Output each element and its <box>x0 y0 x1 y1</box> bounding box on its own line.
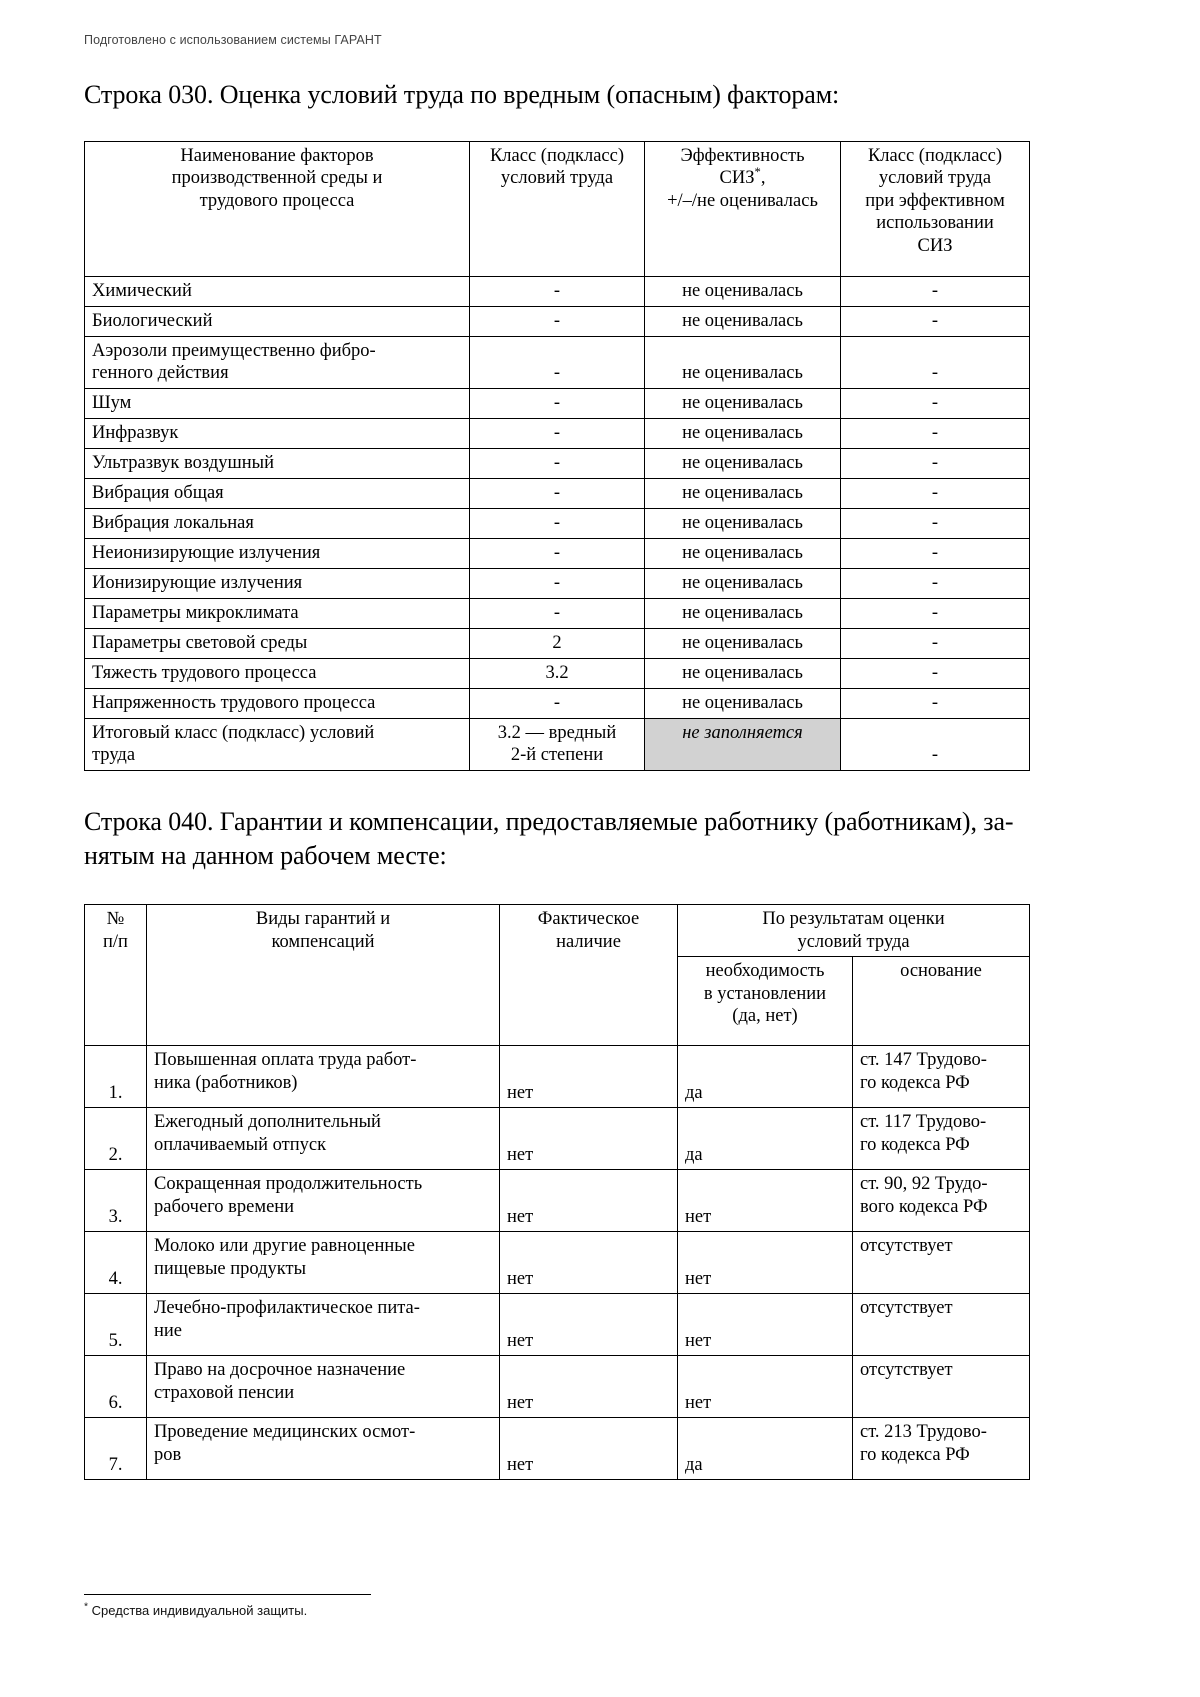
guarantees-compensations-table <box>84 904 1030 1480</box>
row-number: 6. <box>85 1356 147 1418</box>
factor-name: Ультразвук воздушный <box>85 448 470 478</box>
necessity: да <box>678 1108 853 1170</box>
total-factor-label-line1: Итоговый класс (подкласс) условий <box>92 722 375 743</box>
header-assessment-results <box>678 904 1030 956</box>
header-basis: основание <box>853 957 1030 1046</box>
table-040-body <box>85 1046 1030 1480</box>
section-040-title-line1: Строка 040. Гарантии и компенсации, предоставляемые работнику (работникам), за- <box>84 806 1014 836</box>
row-number: 4. <box>85 1232 147 1294</box>
factor-class-with-ppe: - <box>841 538 1030 568</box>
factor-class: - <box>470 538 645 568</box>
header-class-ppe-line2: условий труда <box>878 168 992 189</box>
necessity: нет <box>678 1170 853 1232</box>
actual-presence: нет <box>500 1108 678 1170</box>
factor-class: - <box>470 306 645 336</box>
section-040-title-line2: нятым на данном рабочем месте: <box>84 841 447 871</box>
legal-basis-line2: го кодекса РФ <box>860 1134 970 1155</box>
factor-class: - <box>470 478 645 508</box>
footnote-area <box>84 1594 1024 1618</box>
header-class-ppe-line5: СИЗ <box>917 235 953 256</box>
guarantee-kind-line1: Молоко или другие равноценные <box>154 1236 415 1257</box>
factor-class-with-ppe: - <box>841 306 1030 336</box>
table-row <box>85 388 1030 418</box>
header-assessment-results-line2: условий труда <box>797 931 910 952</box>
header-row-number-line2: п/п <box>103 931 128 952</box>
factor-class: 3.2 <box>470 658 645 688</box>
header-class-ppe-line3: при эффективном <box>865 190 1005 211</box>
footnote-marker-icon: * <box>84 1601 89 1613</box>
factor-class: - <box>470 336 645 388</box>
header-necessity <box>678 957 853 1046</box>
necessity: нет <box>678 1232 853 1294</box>
guarantee-kind-line1: Ежегодный дополнительный <box>154 1112 381 1133</box>
total-factor-label <box>85 718 470 770</box>
header-class-with-ppe <box>841 141 1030 276</box>
row-number: 7. <box>85 1418 147 1480</box>
legal-basis-line2: го кодекса РФ <box>860 1072 970 1093</box>
guarantee-kind-line1: Сокращенная продолжительность <box>154 1174 423 1195</box>
total-class-value <box>470 718 645 770</box>
guarantee-kind <box>147 1170 500 1232</box>
table-row <box>85 658 1030 688</box>
header-actual-presence-line2: наличие <box>556 931 621 952</box>
table-row <box>85 478 1030 508</box>
factor-ppe: не оценивалась <box>645 538 841 568</box>
header-ppe-line2 <box>652 164 833 190</box>
legal-basis-line1: ст. 147 Трудово- <box>860 1050 987 1071</box>
table-row <box>85 1108 1030 1170</box>
table-row <box>85 508 1030 538</box>
legal-basis <box>853 1418 1030 1480</box>
factor-class-with-ppe: - <box>841 628 1030 658</box>
total-class-with-ppe: - <box>841 718 1030 770</box>
necessity: да <box>678 1418 853 1480</box>
factor-name: Шум <box>85 388 470 418</box>
table-total-row <box>85 718 1030 770</box>
factor-ppe: не оценивалась <box>645 336 841 388</box>
section-030-title: Строка 030. Оценка условий труда по вредным (опасным) факторам: <box>84 80 840 109</box>
factor-ppe: не оценивалась <box>645 658 841 688</box>
guarantee-kind <box>147 1108 500 1170</box>
factor-class-with-ppe: - <box>841 478 1030 508</box>
factor-name: Параметры световой среды <box>85 628 470 658</box>
factor-class-with-ppe: - <box>841 418 1030 448</box>
table-row <box>85 448 1030 478</box>
necessity: нет <box>678 1356 853 1418</box>
header-factor-name-line3: трудового процесса <box>199 190 355 211</box>
factor-class: - <box>470 688 645 718</box>
factor-name: Химический <box>85 276 470 306</box>
header-actual-presence <box>500 904 678 1045</box>
factor-name: Ионизирующие излучения <box>85 568 470 598</box>
legal-basis <box>853 1046 1030 1108</box>
header-class-line2: условий труда <box>500 168 614 189</box>
header-class-line1: Класс (подкласс) <box>489 145 625 166</box>
factor-class: - <box>470 598 645 628</box>
factor-ppe: не оценивалась <box>645 448 841 478</box>
table-030-header-row <box>85 141 1030 276</box>
guarantee-kind <box>147 1046 500 1108</box>
factor-class-with-ppe: - <box>841 448 1030 478</box>
factor-name: Биологический <box>85 306 470 336</box>
guarantee-kind <box>147 1294 500 1356</box>
header-factor-name-line1: Наименование факторов <box>180 145 374 166</box>
legal-basis: отсутствует <box>853 1294 1030 1356</box>
legal-basis-line1: ст. 117 Трудово- <box>860 1112 987 1133</box>
header-ppe-siz: СИЗ <box>719 168 755 189</box>
header-factor-name-line2: производственной среды и <box>171 168 383 189</box>
header-guarantee-kind-line2: компенсаций <box>271 931 375 952</box>
actual-presence: нет <box>500 1046 678 1108</box>
table-row <box>85 1294 1030 1356</box>
table-030-head <box>85 141 1030 276</box>
table-row <box>85 336 1030 388</box>
factor-class-with-ppe: - <box>841 598 1030 628</box>
footnote-text: Средства индивидуальной защиты. <box>91 1603 308 1618</box>
factor-name-line2: генного действия <box>92 363 229 384</box>
header-assessment-results-line1: По результатам оценки <box>762 908 945 929</box>
table-row <box>85 628 1030 658</box>
total-ppe-not-filled: не заполняется <box>645 718 841 770</box>
header-necessity-line3: (да, нет) <box>732 1006 798 1027</box>
actual-presence: нет <box>500 1418 678 1480</box>
work-conditions-assessment-table <box>84 141 1030 771</box>
legal-basis-line2: вого кодекса РФ <box>860 1196 988 1217</box>
guarantee-kind-line2: рабочего времени <box>154 1196 295 1217</box>
header-class-ppe-line1: Класс (подкласс) <box>867 145 1003 166</box>
factor-class: - <box>470 388 645 418</box>
table-row <box>85 1232 1030 1294</box>
row-number: 3. <box>85 1170 147 1232</box>
footnote-marker-icon: * <box>754 164 761 179</box>
header-guarantee-kind-line1: Виды гарантий и <box>255 908 391 929</box>
table-row <box>85 1418 1030 1480</box>
table-030-body <box>85 276 1030 770</box>
header-guarantee-kind <box>147 904 500 1045</box>
total-factor-label-line2: труда <box>92 745 136 766</box>
factor-name: Неионизирующие излучения <box>85 538 470 568</box>
row-number: 1. <box>85 1046 147 1108</box>
header-ppe-line1: Эффективность <box>680 145 805 166</box>
guarantee-kind-line2: ров <box>154 1444 182 1465</box>
factor-ppe: не оценивалась <box>645 598 841 628</box>
factor-class: - <box>470 508 645 538</box>
table-row <box>85 1170 1030 1232</box>
legal-basis <box>853 1108 1030 1170</box>
table-row <box>85 1046 1030 1108</box>
table-row <box>85 418 1030 448</box>
actual-presence: нет <box>500 1294 678 1356</box>
factor-class: 2 <box>470 628 645 658</box>
guarantee-kind-line1: Лечебно-профилактическое пита- <box>154 1298 420 1319</box>
guarantee-kind-line2: страховой пенсии <box>154 1382 295 1403</box>
row-number: 5. <box>85 1294 147 1356</box>
header-ppe-line3: +/–/не оценивалась <box>667 190 818 211</box>
factor-ppe: не оценивалась <box>645 388 841 418</box>
factor-name: Параметры микроклимата <box>85 598 470 628</box>
factor-ppe: не оценивалась <box>645 628 841 658</box>
header-necessity-line1: необходимость <box>705 961 825 982</box>
legal-basis-line1: ст. 90, 92 Трудо- <box>860 1174 988 1195</box>
total-class-line2: 2-й степени <box>510 745 604 766</box>
table-row <box>85 306 1030 336</box>
table-row <box>85 276 1030 306</box>
header-row-number-line1: № <box>106 908 125 929</box>
factor-class-with-ppe: - <box>841 688 1030 718</box>
necessity: да <box>678 1046 853 1108</box>
factor-ppe: не оценивалась <box>645 568 841 598</box>
header-class-ppe-line4: использовании <box>876 213 994 234</box>
guarantee-kind-line1: Проведение медицинских осмот- <box>154 1422 416 1443</box>
table-040-head <box>85 904 1030 1045</box>
guarantee-kind-line1: Право на досрочное назначение <box>154 1360 406 1381</box>
table-row <box>85 568 1030 598</box>
section-040-title <box>84 805 1084 874</box>
header-class <box>470 141 645 276</box>
actual-presence: нет <box>500 1356 678 1418</box>
header-necessity-line2: в установлении <box>703 983 827 1004</box>
factor-ppe: не оценивалась <box>645 306 841 336</box>
legal-basis-line1: ст. 213 Трудово- <box>860 1422 987 1443</box>
total-class-line1: 3.2 — вредный <box>497 722 617 743</box>
table-040-header-row-1 <box>85 904 1030 956</box>
factor-class-with-ppe: - <box>841 508 1030 538</box>
actual-presence: нет <box>500 1170 678 1232</box>
factor-name: Вибрация локальная <box>85 508 470 538</box>
header-ppe-comma: , <box>760 168 766 189</box>
factor-ppe: не оценивалась <box>645 508 841 538</box>
actual-presence: нет <box>500 1232 678 1294</box>
legal-basis-line2: го кодекса РФ <box>860 1444 970 1465</box>
guarantee-kind <box>147 1418 500 1480</box>
factor-class: - <box>470 418 645 448</box>
guarantee-kind <box>147 1356 500 1418</box>
footnote-separator <box>84 1594 371 1595</box>
factor-class-with-ppe: - <box>841 276 1030 306</box>
factor-ppe: не оценивалась <box>645 478 841 508</box>
factor-class: - <box>470 448 645 478</box>
guarantee-kind-line1: Повышенная оплата труда работ- <box>154 1050 417 1071</box>
factor-class-with-ppe: - <box>841 336 1030 388</box>
factor-name-line1: Аэрозоли преимущественно фибро- <box>92 340 376 361</box>
header-factor-name <box>85 141 470 276</box>
factor-ppe: не оценивалась <box>645 276 841 306</box>
footnote <box>84 1603 1024 1618</box>
garant-system-note: Подготовлено с использованием системы ГАРАНТ <box>84 33 382 47</box>
factor-class-with-ppe: - <box>841 388 1030 418</box>
factor-name: Тяжесть трудового процесса <box>85 658 470 688</box>
table-row <box>85 538 1030 568</box>
factor-ppe: не оценивалась <box>645 688 841 718</box>
legal-basis: отсутствует <box>853 1356 1030 1418</box>
legal-basis: отсутствует <box>853 1232 1030 1294</box>
document-body <box>84 78 1116 1480</box>
factor-ppe: не оценивалась <box>645 418 841 448</box>
header-ppe-effectiveness <box>645 141 841 276</box>
guarantee-kind-line2: ника (работников) <box>154 1072 298 1093</box>
factor-class-with-ppe: - <box>841 568 1030 598</box>
guarantee-kind-line2: пищевые продукты <box>154 1258 307 1279</box>
table-row <box>85 598 1030 628</box>
legal-basis <box>853 1170 1030 1232</box>
factor-class: - <box>470 276 645 306</box>
table-row <box>85 688 1030 718</box>
header-row-number <box>85 904 147 1045</box>
header-actual-presence-line1: Фактическое <box>537 908 640 929</box>
guarantee-kind-line2: ние <box>154 1320 183 1341</box>
factor-class: - <box>470 568 645 598</box>
factor-class-with-ppe: - <box>841 658 1030 688</box>
factor-name: Напряженность трудового процесса <box>85 688 470 718</box>
factor-name <box>85 336 470 388</box>
table-row <box>85 1356 1030 1418</box>
guarantee-kind-line2: оплачиваемый отпуск <box>154 1134 327 1155</box>
factor-name: Инфразвук <box>85 418 470 448</box>
guarantee-kind <box>147 1232 500 1294</box>
factor-name: Вибрация общая <box>85 478 470 508</box>
necessity: нет <box>678 1294 853 1356</box>
row-number: 2. <box>85 1108 147 1170</box>
